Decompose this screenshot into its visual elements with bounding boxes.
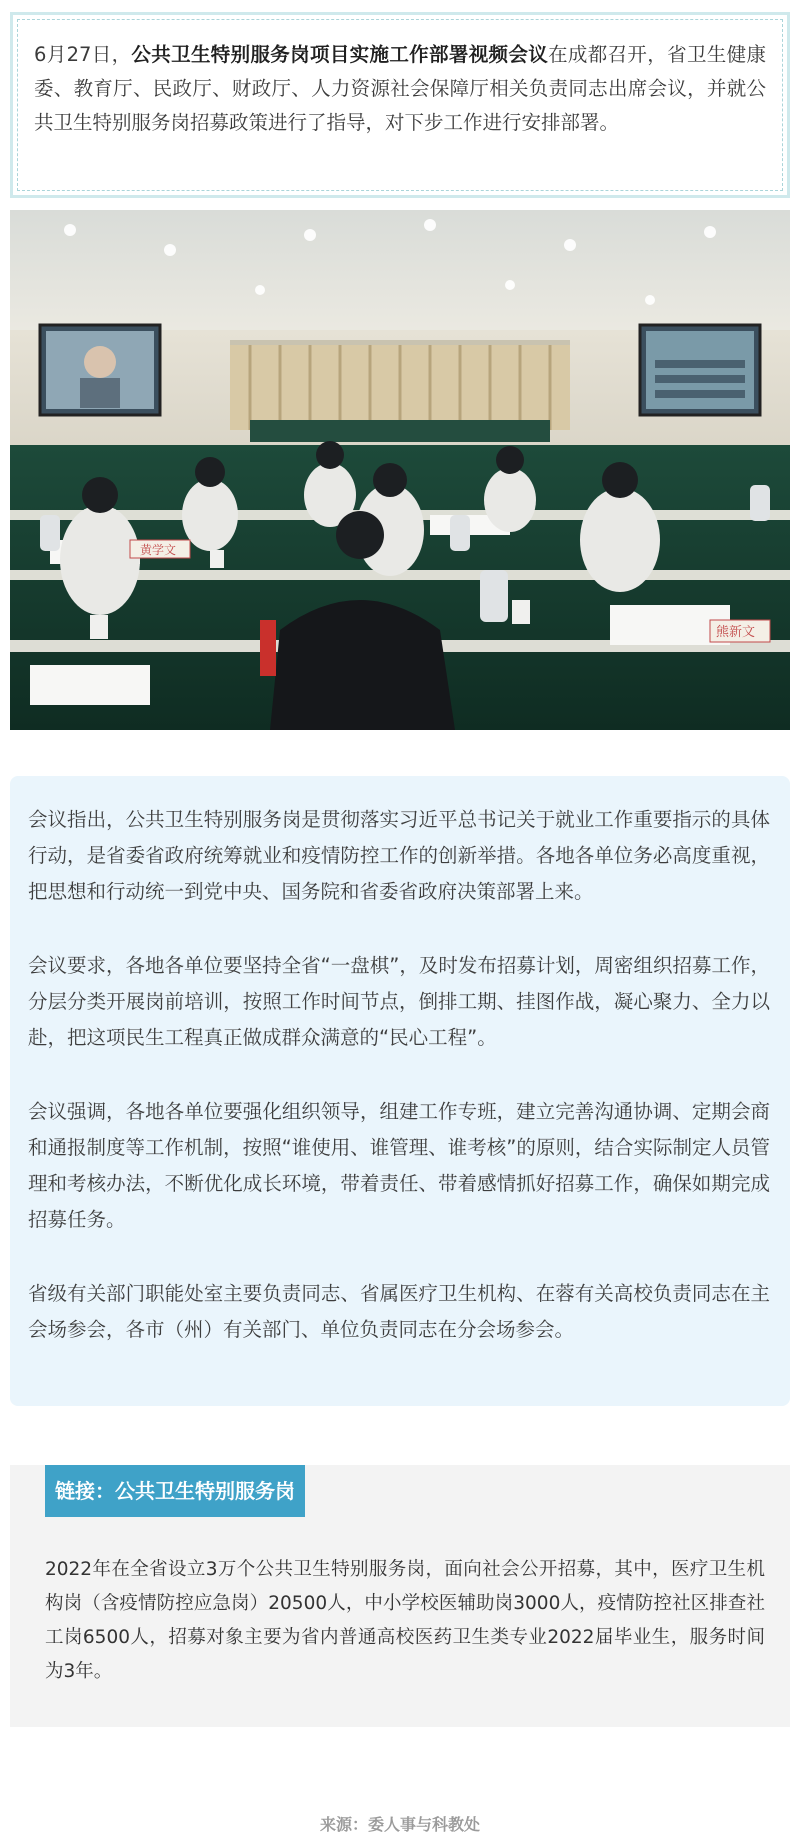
intro-date: 6月27日，: [34, 43, 132, 66]
meeting-photo: [10, 210, 790, 730]
speech-paragraph-2: 会议要求，各地各单位要坚持全省“一盘棋”，及时发布招募计划，周密组织招募工作，分层分类开展岗前培训，按照工作时间节点，倒排工期、挂图作战，凝心聚力、全力以赴，把这项民生工程真正做成群众满意的“民心工程”。: [28, 954, 770, 1049]
source-footer: 来源：委人事与科教处: [319, 1815, 480, 1834]
name-card-2: 熊新文: [716, 625, 756, 640]
name-card-1: 黄学文: [140, 543, 177, 557]
speech-paragraph-3: 会议强调，各地各单位要强化组织领导，组建工作专班，建立完善沟通协调、定期会商和通报制度等工作机制，按照“谁使用、谁管理、谁考核”的原则，结合实际制定人员管理和考核办法，不断优化成长环境，带着责任、带着感情抓好招募工作，确保如期完成招募任务。: [28, 1100, 770, 1231]
speech-section: [10, 776, 790, 1406]
meeting-name: 公共卫生特别服务岗项目实施工作部署视频会议: [131, 43, 549, 66]
intro-box: [10, 12, 790, 198]
meeting-photo-illustration: [10, 210, 790, 730]
speech-paragraph-1: 会议指出，公共卫生特别服务岗是贯彻落实习近平总书记关于就业工作重要指示的具体行动，是省委省政府统筹就业和疫情防控工作的创新举措。各地各单位务必高度重视，把思想和行动统一到党中央、国务院和省委省政府决策部署上来。: [28, 808, 770, 903]
link-tag: 链接：公共卫生特别服务岗: [45, 1465, 305, 1517]
intro-text: [17, 19, 783, 191]
speech-paragraph-4: 省级有关部门职能处室主要负责同志、省属医疗卫生机构、在蓉有关高校负责同志在主会场参会，各市（州）有关部门、单位负责同志在分会场参会。: [28, 1282, 770, 1341]
link-text: 2022年在全省设立3万个公共卫生特别服务岗，面向社会公开招募，其中，医疗卫生机构岗（含疫情防控应急岗）20500人，中小学校医辅助岗3000人，疫情防控社区排查社工岗6500人，招募对象主要为省内普通高校医药卫生类专业2022届毕业生，服务时间为3年。: [45, 1559, 765, 1682]
link-box: [10, 1465, 790, 1727]
intro-rest: 在成都召开，省卫生健康委、教育厅、民政厅、财政厅、人力资源社会保障厅相关负责同志出席会议，并就公共卫生特别服务岗招募政策进行了指导，对下步工作进行安排部署。: [34, 43, 766, 134]
